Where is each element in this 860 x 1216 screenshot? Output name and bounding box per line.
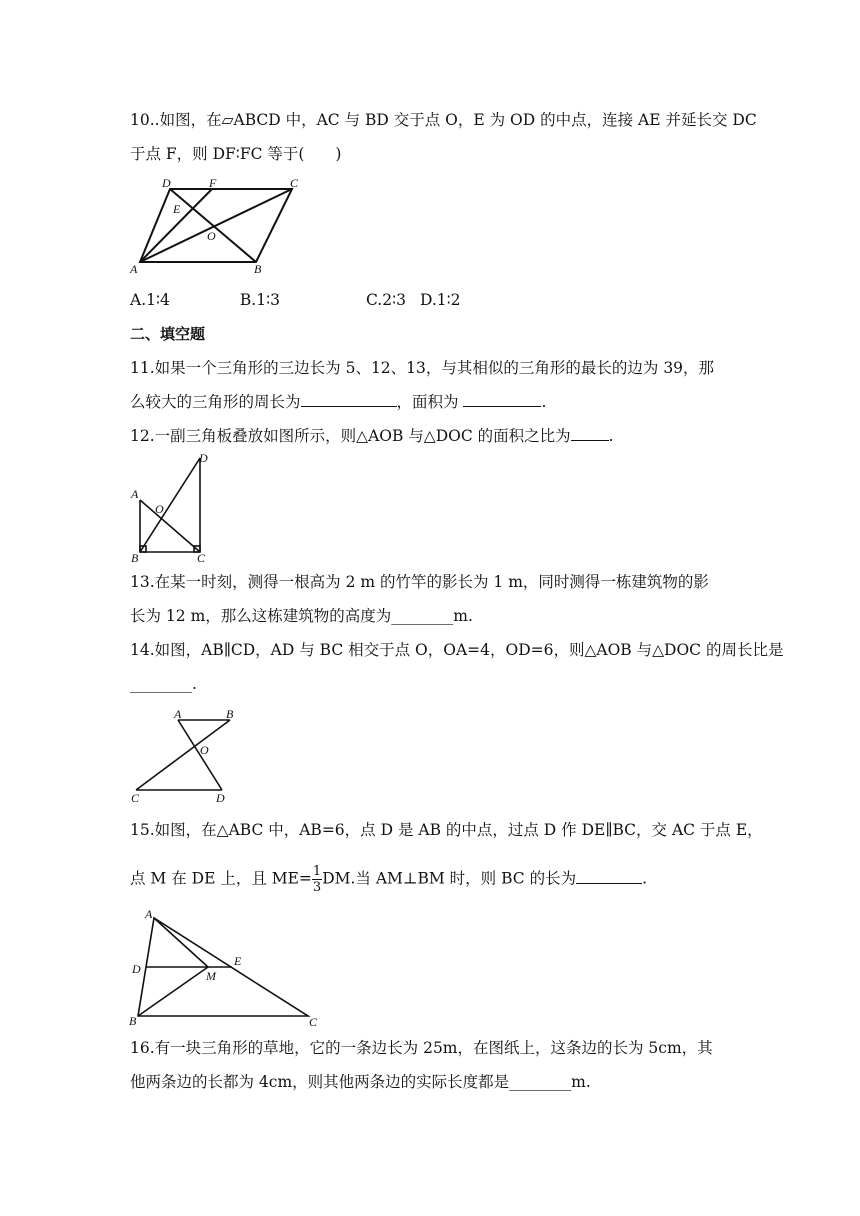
q10-option-a: A.1∶4 xyxy=(130,291,170,309)
q10-option-d: D.1∶2 xyxy=(419,291,461,309)
q10-text-line1: 10..如图，在▱ABCD 中，AC 与 BD 交于点 O，E 为 OD 的中点，连接 AE 并延长交 DC xyxy=(130,111,757,129)
q15-fraction-numerator: 1 xyxy=(312,864,322,879)
q12-label-c: C xyxy=(197,551,206,565)
q13-answer-blank[interactable]: ________ xyxy=(391,607,454,625)
q15-text-part-c: . xyxy=(642,869,648,888)
q10-options xyxy=(130,290,461,310)
q13-text-part-c: m. xyxy=(453,607,473,625)
q13-text-part-a: 长为 12 m，那么这栋建筑物的高度为 xyxy=(130,607,392,625)
q15-label-m: M xyxy=(206,969,216,983)
q12-label-a: A xyxy=(131,487,139,501)
q11-text-line1: 11.如果一个三角形的三边长为 5、12、13，与其相似的三角形的最长的边为 39，那 xyxy=(130,359,715,377)
q11-text-part-c: . xyxy=(541,393,547,411)
q10-text-line2: 于点 F，则 DF∶FC 等于( ) xyxy=(130,145,342,163)
q15-fraction-denominator: 3 xyxy=(312,880,322,895)
q16-text-line1: 16.有一块三角形的草地，它的一条边长为 25m，在图纸上，这条边的长为 5cm，其 xyxy=(130,1039,713,1057)
q10-option-b: B.1∶3 xyxy=(239,291,280,309)
q14-text-line2: ________. xyxy=(130,675,197,693)
q14-label-b: B xyxy=(226,707,234,721)
q12-answer-blank[interactable] xyxy=(571,426,609,441)
q15-label-b: B xyxy=(129,1014,137,1028)
q10-label-o: O xyxy=(207,229,216,243)
q15-text-part-a: 点 M 在 DE 上，且 ME= xyxy=(130,869,312,888)
q10-label-a: A xyxy=(130,262,138,276)
q15-text-line2 xyxy=(130,864,647,895)
q11-text-line2 xyxy=(130,392,546,412)
q10-label-f: F xyxy=(209,176,217,190)
q11-area-blank[interactable] xyxy=(463,392,541,407)
q13-text-line2 xyxy=(130,606,473,626)
q15-fraction xyxy=(312,864,322,895)
q15-label-e: E xyxy=(234,954,242,968)
q10-option-c: C.2∶3 xyxy=(365,291,406,309)
q15-label-d: D xyxy=(132,962,141,976)
q15-text-line1: 15.如图，在△ABC 中，AB=6，点 D 是 AB 的中点，过点 D 作 DE∥BC，交 AC 于点 E， xyxy=(130,821,763,839)
q10-label-c: C xyxy=(290,176,299,190)
q11-perimeter-blank[interactable] xyxy=(301,392,397,407)
section-heading: 二、填空题 xyxy=(130,325,206,343)
q15-figure xyxy=(128,908,328,1030)
q11-text-part-b: ，面积为 xyxy=(396,393,459,411)
q11-text-part-a: 么较大的三角形的周长为 xyxy=(130,393,301,411)
q14-label-c: C xyxy=(131,791,140,805)
q13-text-line1: 13.在某一时刻，测得一根高为 2 m 的竹竿的影长为 1 m，同时测得一栋建筑物的影 xyxy=(130,573,709,591)
q14-text-line1: 14.如图，AB∥CD，AD 与 BC 相交于点 O，OA=4，OD=6，则△AOB 与△DOC 的周长比是 xyxy=(130,641,784,659)
q15-label-c: C xyxy=(309,1015,318,1029)
q10-parallelogram-figure xyxy=(130,176,310,276)
q12-label-o: O xyxy=(155,502,164,516)
q14-label-o: O xyxy=(200,743,209,757)
q12-label-b: B xyxy=(131,551,139,565)
q16-text-line2: 他两条边的长都为 4cm，则其他两条边的实际长度都是________m. xyxy=(130,1073,591,1091)
q15-label-a: A xyxy=(145,907,153,921)
q10-label-d: D xyxy=(162,176,171,190)
q15-answer-blank[interactable] xyxy=(576,869,642,884)
q12-text-part-b: . xyxy=(608,427,614,445)
q10-label-b: B xyxy=(254,262,262,276)
q14-label-d: D xyxy=(216,791,225,805)
q12-text-line1 xyxy=(130,426,614,446)
q14-label-a: A xyxy=(174,707,182,721)
q10-label-e: E xyxy=(173,202,181,216)
q14-figure xyxy=(130,706,245,804)
q12-triangle-figure xyxy=(130,452,220,564)
q12-text-part-a: 12.一副三角板叠放如图所示，则△AOB 与△DOC 的面积之比为 xyxy=(130,427,571,445)
q12-label-d: D xyxy=(199,451,208,465)
q15-text-part-b: DM.当 AM⊥BM 时，则 BC 的长为 xyxy=(322,869,577,888)
